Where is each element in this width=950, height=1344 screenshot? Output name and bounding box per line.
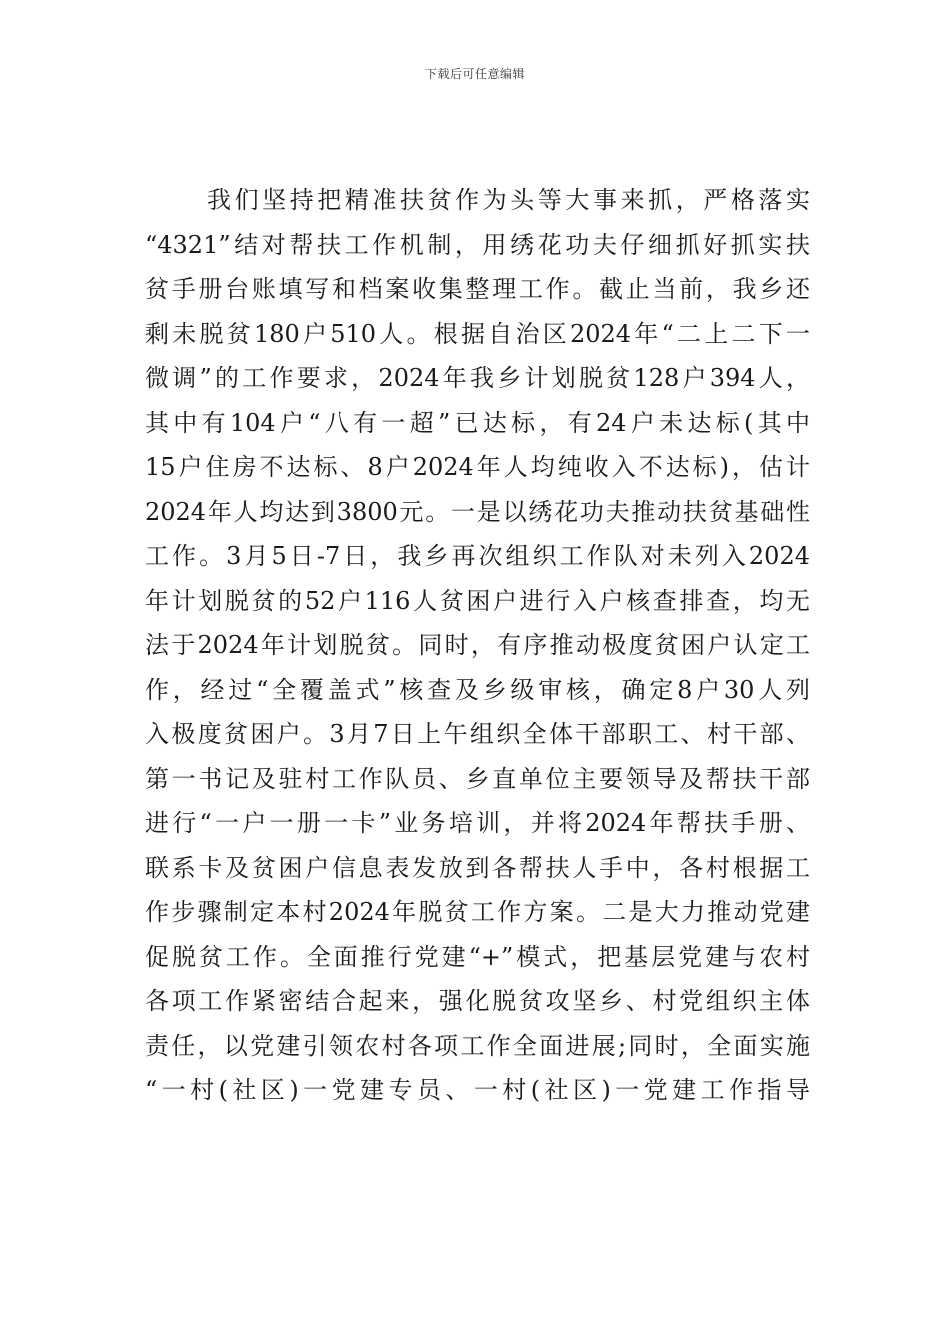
paragraph-line: 作，经过“全覆盖式”核查及乡级审核，确定8户30人列 <box>145 675 810 704</box>
paragraph-line: “4321”结对帮扶工作机制，用绣花功夫仔细抓好抓实扶 <box>145 230 810 259</box>
paragraph-line: 促脱贫工作。全面推行党建“+”模式，把基层党建与农村 <box>145 942 810 971</box>
paragraph-line: 法于2024年计划脱贫。同时，有序推动极度贫困户认定工 <box>145 631 810 659</box>
paragraph-line: 年计划脱贫的52户116人贫困户进行入户核查排查，均无 <box>145 586 810 615</box>
page-header-note: 下载后可任意编辑 <box>424 67 525 81</box>
paragraph-line: 我们坚持把精准扶贫作为头等大事来抓，严格落实 <box>207 186 810 214</box>
paragraph-line: 入极度贫困户。3月7日上午组织全体干部职工、村干部、 <box>145 720 810 748</box>
body-paragraph <box>145 178 810 1113</box>
paragraph-line: 贫手册台账填写和档案收集整理工作。截止当前，我乡还 <box>145 275 810 303</box>
paragraph-line: “一村(社区)一党建专员、一村(社区)一党建工作指导 <box>145 1076 810 1104</box>
paragraph-line: 进行“一户一册一卡”业务培训，并将2024年帮扶手册、 <box>145 809 810 837</box>
paragraph-line: 联系卡及贫困户信息表发放到各帮扶人手中，各村根据工 <box>145 853 810 882</box>
paragraph-line: 第一书记及驻村工作队员、乡直单位主要领导及帮扶干部 <box>145 764 810 793</box>
paragraph-line: 剩未脱贫180户510人。根据自治区2024年“二上二下一 <box>145 319 810 348</box>
paragraph-line: 其中有104户“八有一超”已达标，有24户未达标(其中 <box>145 408 810 437</box>
paragraph-line: 工作。3月5日-7日，我乡再次组织工作队对未列入2024 <box>145 542 810 570</box>
paragraph-line: 2024年人均达到3800元。一是以绣花功夫推动扶贫基础性 <box>145 497 810 526</box>
paragraph-line: 微调”的工作要求，2024年我乡计划脱贫128户394人， <box>145 364 810 392</box>
paragraph-line: 作步骤制定本村2024年脱贫工作方案。二是大力推动党建 <box>145 898 810 926</box>
paragraph-line: 15户住房不达标、8户2024年人均纯收入不达标)，估计 <box>145 453 810 481</box>
paragraph-line: 各项工作紧密结合起来，强化脱贫攻坚乡、村党组织主体 <box>145 987 810 1015</box>
paragraph-line: 责任，以党建引领农村各项工作全面进展;同时，全面实施 <box>145 1031 810 1060</box>
